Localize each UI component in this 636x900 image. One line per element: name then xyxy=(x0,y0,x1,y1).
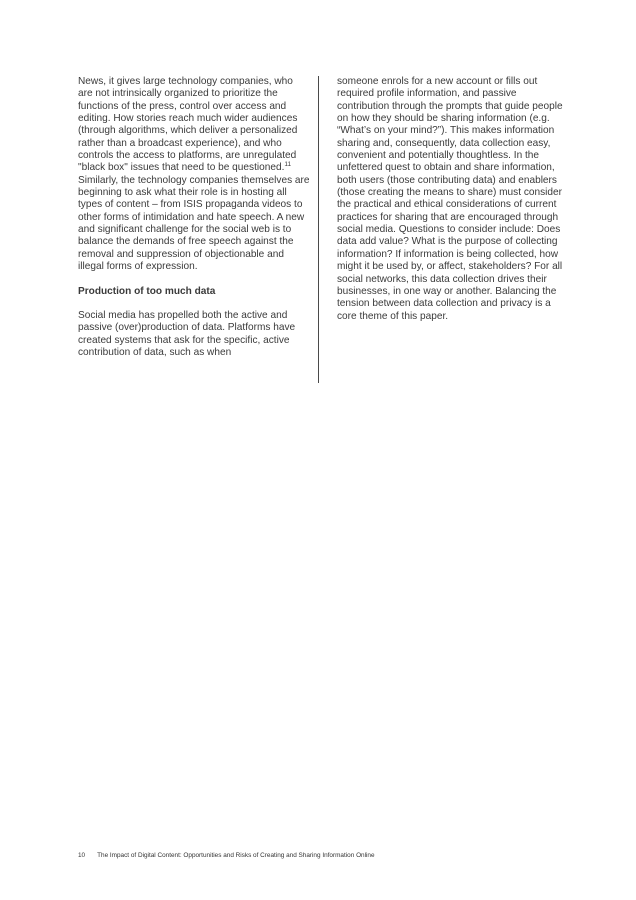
paragraph-text: News, it gives large technology companies, who are not intrinsically organized to prioritize the functions of the press, control over access and editing. How stories reach much wider audiences (through algorithms, which deliver a personalized rather than a broadcast experience), and who controls the access to platforms, are unregulated "black box" issues that need to be questioned. xyxy=(78,76,298,174)
body-paragraph xyxy=(78,76,310,274)
body-paragraph: Social media has propelled both the active and passive (over)production of data. Platforms have created systems that ask for the specific, active contribution of data, such as when xyxy=(78,309,296,358)
document-title: The Impact of Digital Content: Opportunities and Risks of Creating and Sharing Information Online xyxy=(97,852,375,859)
column-divider xyxy=(318,76,319,383)
body-paragraph: someone enrols for a new account or fills out required profile information, and passive contribution through the prompts that guide people on how they should be sharing information (e.g. “What’s on your mind?”). This makes information sharing and, consequently, data collection easy, convenient and potentially thoughtless. In the unfettered quest to obtain and share information, both users (those contributing data) and enablers (those creating the means to share) must consider the practical and ethical considerations of current practices for sharing that are encouraged through social media. Questions to consider include: Does data add value? What is the purpose of collecting information? If information is being collected, how might it be used by, or affect, stakeholders? For all social networks, this data collection drives their businesses, in one way or another. Balancing the tension between data collection and privacy is a core theme of this paper. xyxy=(337,76,563,322)
right-column xyxy=(337,76,569,323)
paragraph-text: Similarly, the technology companies themselves are beginning to ask what their role is in hosting all types of content – from ISIS propaganda videos to other forms of intimidation and hate speech. A new and significant challenge for the social web is to balance the demands of free speech against the removal and suppression of objectionable and illegal forms of expression. xyxy=(78,174,310,273)
section-heading: Production of too much data xyxy=(78,285,216,297)
left-column xyxy=(78,76,310,359)
footnote-reference[interactable]: 11 xyxy=(284,161,292,169)
page-footer xyxy=(78,852,375,859)
page-number: 10 xyxy=(78,852,86,859)
